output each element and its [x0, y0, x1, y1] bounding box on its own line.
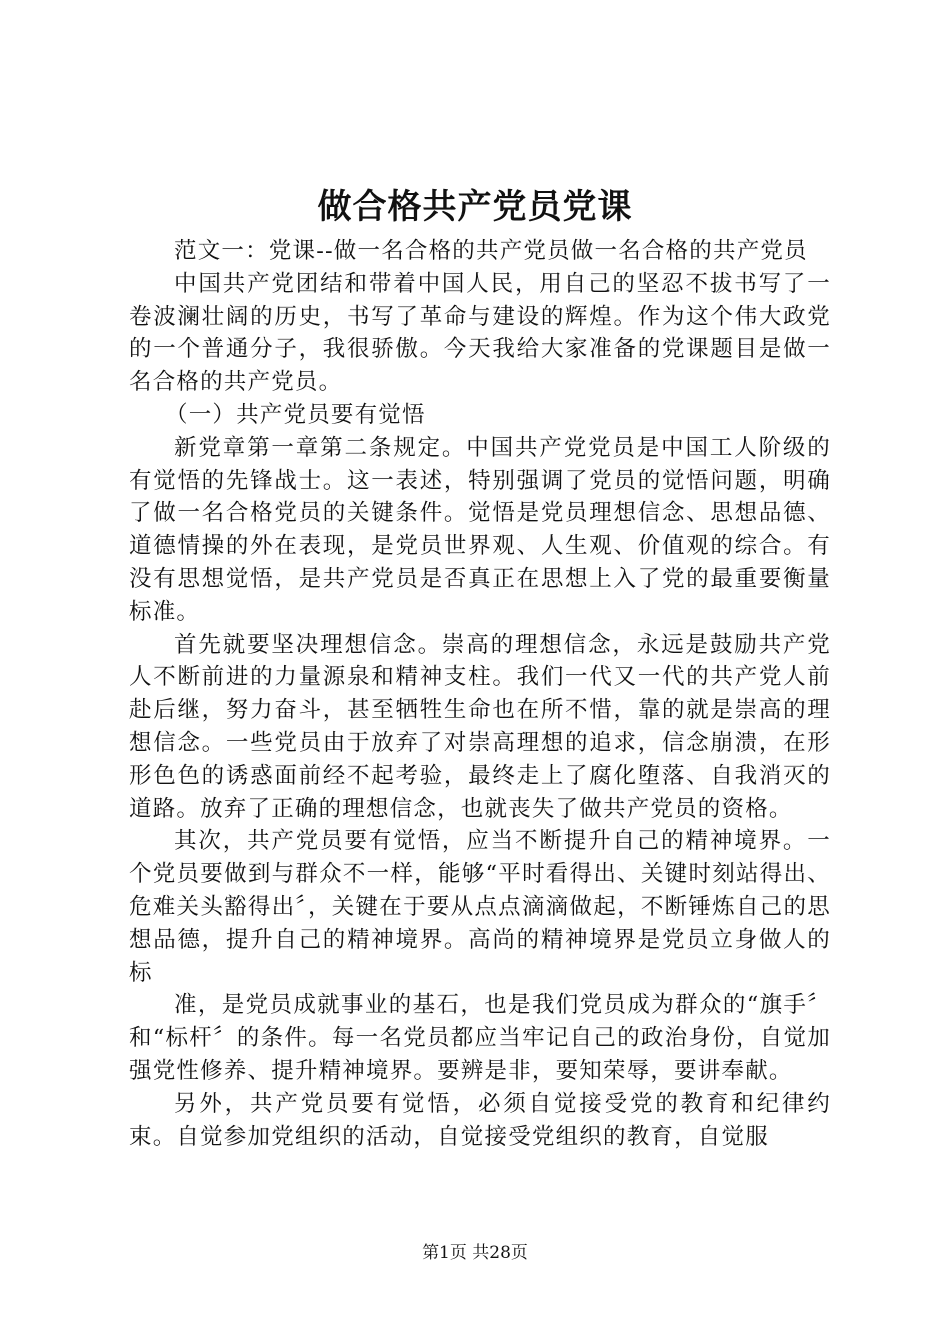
paragraph: 新党章第一章第二条规定。中国共产党党员是中国工人阶级的有觉悟的先锋战士。这一表述，特别强调了党员的觉悟问题，明确了做一名合格党员的关键条件。觉悟是党员理想信念、思想品德、道德情操的外在表现，是党员世界观、人生观、价值观的综合。有没有思想觉悟，是共产党员是否真正在思想上入了党的最重要衡量标准。 — [129, 434, 831, 625]
paragraph: 中国共产党团结和带着中国人民，用自己的坚忍不拔书写了一卷波澜壮阔的历史，书写了革命与建设的辉煌。作为这个伟大政党的一个普通分子，我很骄傲。今天我给大家准备的党课题目是做一名合格的共产党员。 — [129, 270, 831, 396]
page-footer: 第1页 共28页 — [422, 1243, 528, 1263]
paragraph: 范文一：党课--做一名合格的共产党员做一名合格的共产党员 — [174, 238, 808, 264]
section-heading: （一）共产党员要有觉悟 — [165, 401, 426, 428]
document-body — [129, 235, 831, 1153]
paragraph: 另外，共产党员要有觉悟，必须自觉接受党的教育和纪律约束。自觉参加党组织的活动，自觉接受党组织的教育，自觉服 — [129, 1090, 831, 1150]
paragraph: 其次，共产党员要有觉悟，应当不断提升自己的精神境界。一个党员要做到与群众不一样，能够“平时看得出、关键时刻站得出、危难关头豁得出〞，关键在于要从点点滴滴做起，不断锤炼自己的思想品德，提升自己的精神境界。高尚的精神境界是党员立身做人的标 — [129, 828, 831, 986]
paragraph: 首先就要坚决理想信念。崇高的理想信念，永远是鼓励共产党人不断前进的力量源泉和精神支柱。我们一代又一代的共产党人前赴后继，努力奋斗，甚至牺牲生命也在所不惜，靠的就是崇高的理想信念。一些党员由于放弃了对崇高理想的追求，信念崩溃，在形形色色的诱惑面前经不起考验，最终走上了腐化堕落、自我消灭的道路。放弃了正确的理想信念，也就丧失了做共产党员的资格。 — [129, 631, 831, 822]
paragraph: 准，是党员成就事业的基石，也是我们党员成为群众的“旗手〞和“标杆〞的条件。每一名党员都应当牢记自己的政治身份，自觉加强党性修养、提升精神境界。要辨是非，要知荣辱，要讲奉献。 — [129, 992, 831, 1084]
document-title: 做合格共产党员党课 — [317, 187, 633, 227]
